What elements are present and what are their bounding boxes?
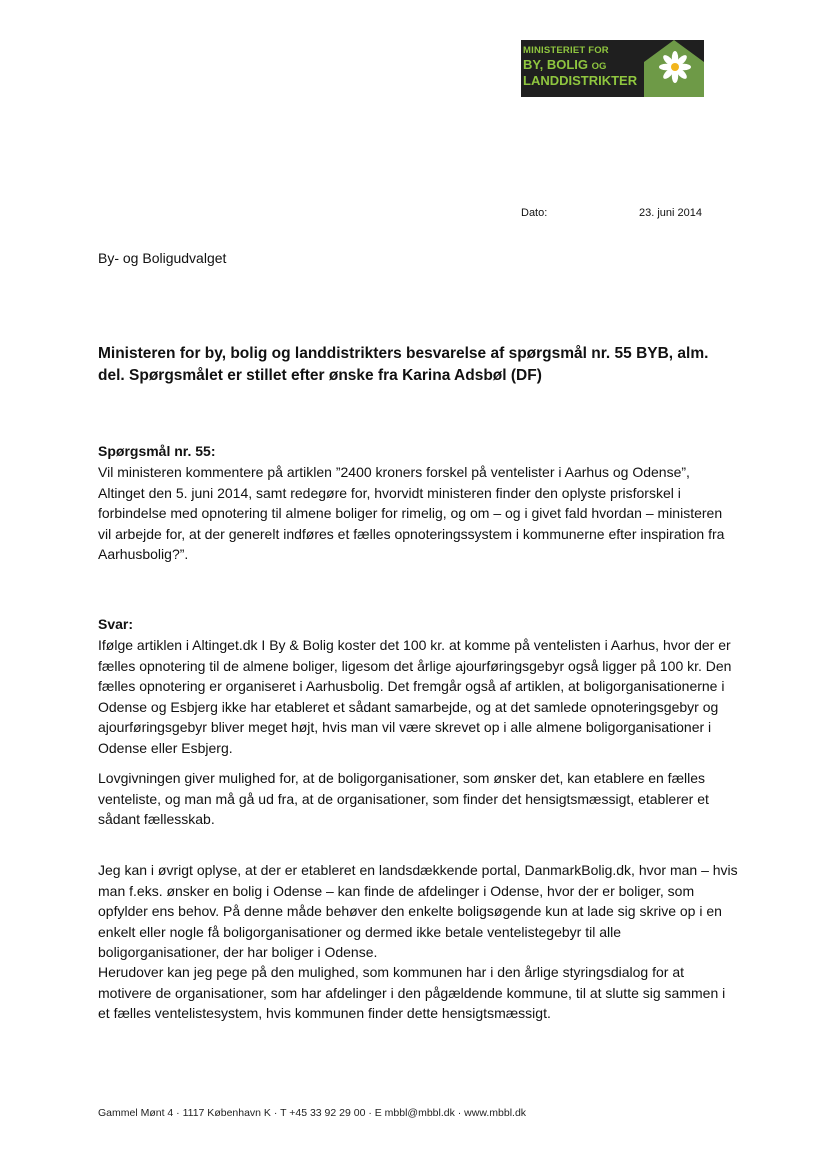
question-text: Vil ministeren kommentere på artiklen ”2400 kroners forskel på ventelister i Aarhus og Odense”, Altinget den 5. juni 2014, samt redegøre for, hvorvidt ministeren finder den oplyste prisforskel i forbindelse med opnotering til almene boliger for rimelig, og om – og i givet fald hvordan – ministeren vil arbejde for, at der generelt indføres et fælles opnoteringssystem i kommunerne efter inspiration fra Aarhusbolig?”. <box>98 464 725 562</box>
logo-wordmark <box>523 44 648 88</box>
logo-line-3: LANDDISTRIKTER <box>523 73 638 88</box>
question-title: Spørgsmål nr. 55: <box>98 443 216 459</box>
logo-line-2-main: BY, BOLIG <box>523 57 592 72</box>
answer-paragraph: Lovgivningen giver mulighed for, at de boligorganisationer, som ønsker det, kan etablere en fælles venteliste, og man må gå ud fra, at de organisationer, som finder det hensigtsmæssigt, etablerer et sådant fællesskab. <box>98 770 709 827</box>
logo-line-2 <box>523 58 648 74</box>
ministry-logo <box>521 40 704 97</box>
date-value: 23. juni 2014 <box>639 207 702 219</box>
recipient: By- og Boligudvalget <box>98 250 227 266</box>
logo-line-2-og: OG <box>591 61 607 72</box>
date-label: Dato: <box>521 207 548 219</box>
footer-address: Gammel Mønt 4 · 1117 København K · T +45 33 92 29 00 · E mbbl@mbbl.dk · www.mbbl.dk <box>98 1107 527 1119</box>
answer-title: Svar: <box>98 616 134 632</box>
document-heading: Ministeren for by, bolig og landdistrikters besvarelse af spørgsmål nr. 55 BYB, alm. del. Spørgsmålet er stillet efter ønske fra Karina Adsbøl (DF) <box>98 345 709 384</box>
answer-paragraph: Ifølge artiklen i Altinget.dk I By & Bolig koster det 100 kr. at komme på ventelisten i Aarhus, hvor der er fælles opnotering til de almene boliger, ligesom det årlige ajourføringsgebyr også ligger på 100 kr. Den fælles opnotering er organiseret i Aarhusbolig. Det fremgår også af artiklen, at boligorganisationerne i Odense og Esbjerg ikke har etableret et sådant samarbejde, og at det samlede opnoteringsgebyr og ajourføringsgebyr bliver meget højt, hvis man vil være skrevet op i alle almene boligorganisationer i Odense eller Esbjerg. <box>98 637 732 756</box>
answer-paragraph: Jeg kan i øvrigt oplyse, at der er etableret en landsdækkende portal, DanmarkBolig.dk, hvor man – hvis man f.eks. ønsker en bolig i Odense – kan finde de afdelinger i Odense, hvor der er boliger, som opfylder ens behov. På denne måde behøver den enkelte boligsøgende kun at lade sig skrive op i en enkelt eller nogle få boligorganisationer og dermed ikke betale ventelistegebyr til alle boligorganisationer, der har boliger i Odense. <box>98 862 738 960</box>
answer-paragraph: Herudover kan jeg pege på den mulighed, som kommunen har i den årlige styringsdialog for at motivere de organisationer, som har afdelinger i den pågældende kommune, til at slutte sig sammen i et fælles ventelistesystem, hvis kommunen finder dette hensigtsmæssigt. <box>98 964 726 1021</box>
flower-house-icon <box>644 40 704 97</box>
logo-line-1: MINISTERIET FOR <box>523 45 609 56</box>
